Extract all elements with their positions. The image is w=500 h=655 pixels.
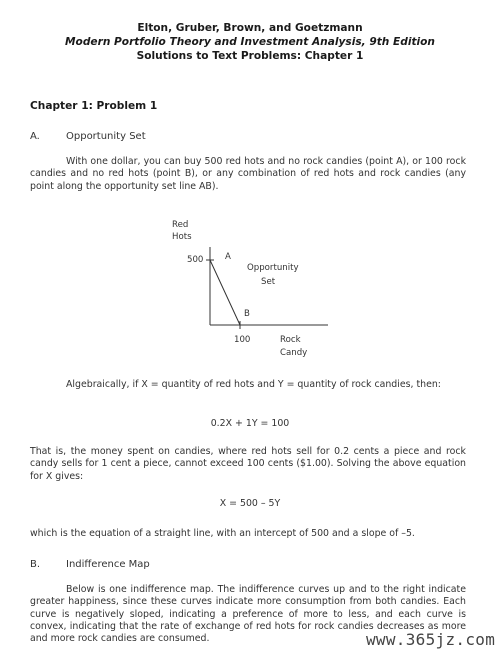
section-b-title: Indifference Map [66, 559, 150, 570]
point-b-label: B [244, 309, 250, 319]
header-subtitle: Solutions to Text Problems: Chapter 1 [136, 50, 364, 62]
opportunity-set-diagram [160, 214, 340, 364]
y-axis-label-line1: Red [172, 220, 189, 230]
point-a-label: A [225, 252, 231, 262]
header-book-title: Modern Portfolio Theory and Investment Analysis, 9th Edition [65, 36, 435, 48]
paragraph-line-equation: which is the equation of a straight line, with an intercept of 500 and a slope of –5. [30, 528, 415, 539]
y-axis-label-line2: Hots [172, 232, 192, 242]
paragraph-explanation: That is, the money spent on candies, where red hots sell for 0.2 cents a piece and rock candy sells for 1 cent a piece, cannot exceed 100 cents ($1.00). Solving the above equation for X gives: [30, 446, 466, 482]
x-axis-label-line2: Candy [280, 348, 308, 358]
watermark: www.365jz.com [366, 630, 496, 649]
section-a-title: Opportunity Set [66, 131, 146, 142]
y-tick-label: 500 [187, 255, 204, 265]
opportunity-set-label-line1: Opportunity [247, 263, 299, 273]
paragraph-opportunity-set: With one dollar, you can buy 500 red hots and no rock candies (point A), or 100 rock candies and no red hots (point B), or any combination of red hots and rock candies (any point along the opportunity set line AB). [30, 156, 466, 192]
equation-solved: X = 500 – 5Y [219, 498, 281, 509]
section-b-letter: B. [30, 559, 41, 570]
x-tick-label: 100 [234, 335, 251, 345]
opportunity-set-line [210, 260, 240, 325]
opportunity-set-label-line2: Set [261, 277, 276, 287]
problem-title: Chapter 1: Problem 1 [30, 100, 158, 112]
equation-budget: 0.2X + 1Y = 100 [210, 418, 290, 429]
paragraph-indifference-map: Below is one indifference map. The indifference curves up and to the right indicate greater happiness, since these curves indicate more consumption from both candies. Each curve is negatively sloped, indicating a preference of more to less, and each curve is convex, indicating that the rate of exchange of red hots for rock candies decreases as more and more rock candies are consumed. [30, 584, 466, 645]
x-axis-label-line1: Rock [280, 335, 301, 345]
header-authors: Elton, Gruber, Brown, and Goetzmann [137, 22, 363, 34]
paragraph-algebra: Algebraically, if X = quantity of red hots and Y = quantity of rock candies, then: [66, 379, 441, 390]
section-a-letter: A. [30, 131, 40, 142]
